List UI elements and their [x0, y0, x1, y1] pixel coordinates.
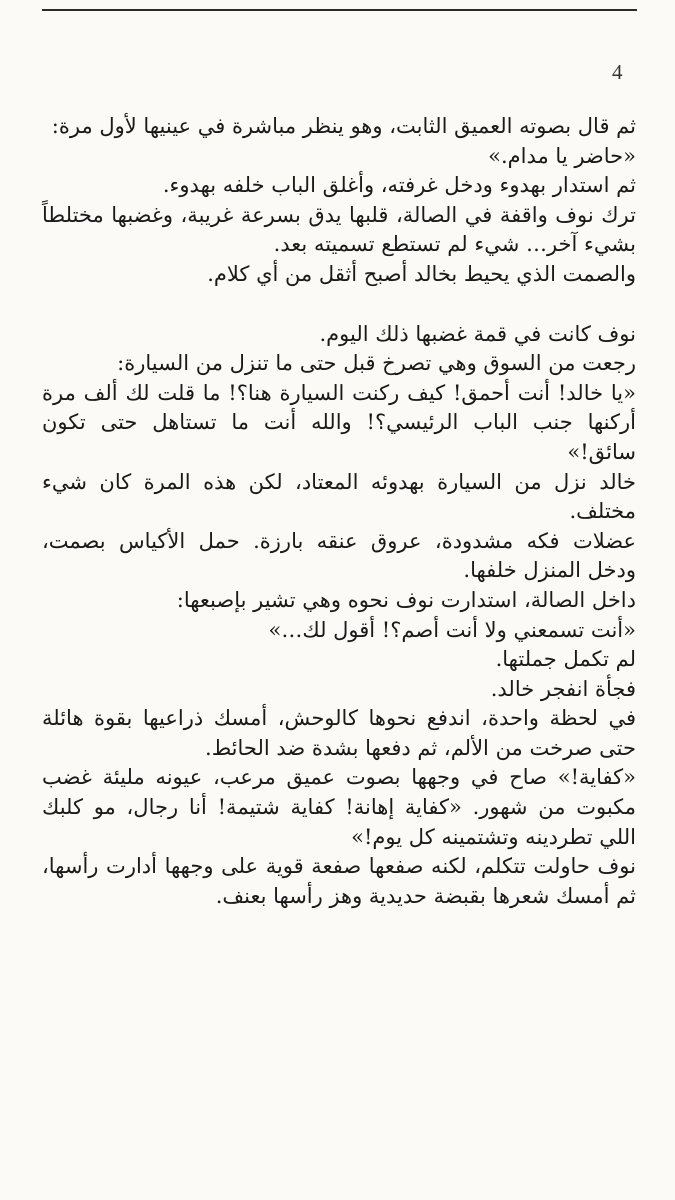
- paragraph: «كفاية!» صاح في وجهها بصوت عميق مرعب، عيونه مليئة غضب مكبوت من شهور. «كفاية إهانة! كفاية شتيمة! أنا رجال، مو كلبك اللي تطردينه وتشتمينه كل يوم!»: [42, 765, 636, 849]
- paragraph: فجأة انفجر خالد.: [490, 676, 636, 701]
- paragraph: ثم قال بصوته العميق الثابت، وهو ينظر مباشرة في عينيها لأول مرة:: [51, 114, 636, 138]
- paragraph: ثم استدار بهدوء ودخل غرفته، وأغلق الباب خلفه بهدوء.: [162, 173, 636, 198]
- paragraph: رجعت من السوق وهي تصرخ قبل حتى ما تنزل من السيارة:: [117, 351, 636, 376]
- paragraph: داخل الصالة، استدارت نوف نحوه وهي تشير بإصبعها:: [176, 587, 636, 612]
- paragraph: لم تكمل جملتها.: [495, 647, 636, 672]
- paragraph: خالد نزل من السيارة بهدوئه المعتاد، لكن هذه المرة كان شيء مختلف.: [42, 469, 636, 524]
- paragraph: «أنت تسمعني ولا أنت أصم؟! أقول لك…»: [268, 617, 636, 642]
- paragraph: «حاضر يا مدام.»: [488, 143, 636, 168]
- paragraph-gap: [42, 290, 636, 320]
- paragraph: «يا خالد! أنت أحمق! كيف ركنت السيارة هنا؟! ما قلت لك ألف مرة أركنها جنب الباب الرئيسي؟! والله أنت ما تستاهل حتى تكون سائق!»: [42, 380, 636, 464]
- paragraph: نوف حاولت تتكلم، لكنه صفعها صفعة قوية على وجهها أدارت رأسها، ثم أمسك شعرها بقبضة حديدية وهز رأسها بعنف.: [42, 854, 636, 908]
- text-body: [42, 112, 636, 911]
- paragraph: في لحظة واحدة، اندفع نحوها كالوحش، أمسك ذراعيها بقوة هائلة حتى صرخت من الألم، ثم دفعها بشدة ضد الحائط.: [42, 706, 636, 760]
- top-rule: [42, 9, 637, 11]
- page-number: 4: [612, 60, 623, 84]
- paragraph: والصمت الذي يحيط بخالد أصبح أثقل من أي كلام.: [207, 261, 636, 286]
- paragraph: نوف كانت في قمة غضبها ذلك اليوم.: [319, 321, 636, 346]
- paragraph: ترك نوف واقفة في الصالة، قلبها يدق بسرعة غريبة، وغضبها مختلطاً بشيء آخر… شيء لم تستطع تسميته بعد.: [42, 202, 636, 257]
- paragraph: عضلات فكه مشدودة، عروق عنقه بارزة. حمل الأكياس بصمت، ودخل المنزل خلفها.: [42, 528, 636, 583]
